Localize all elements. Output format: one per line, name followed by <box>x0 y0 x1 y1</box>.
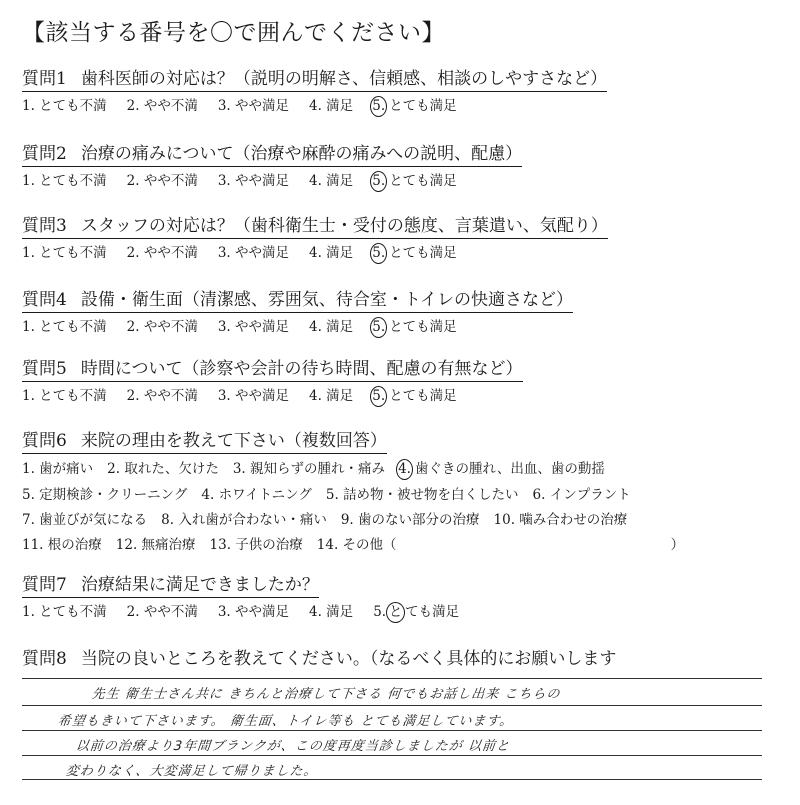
rating-options <box>22 317 782 338</box>
option-2[interactable]: 2. やや不満 <box>126 173 198 189</box>
circled-number: 5. <box>370 96 387 117</box>
question-text: 時間について（診察や会計の待ち時間、配慮の有無など） <box>80 359 523 379</box>
ruled-line <box>22 755 762 756</box>
reason-option[interactable]: 9. 歯のない部分の治療 <box>340 512 480 528</box>
reason-option[interactable]: 7. 歯並びが気になる <box>22 512 148 528</box>
instruction-heading: 【該当する番号を〇で囲んでください】 <box>22 20 445 46</box>
reason-option[interactable]: 13. 子供の治療 <box>209 537 303 553</box>
question-number: 質問5 <box>22 359 67 379</box>
rating-options <box>22 243 782 264</box>
question-number: 質問4 <box>22 290 67 310</box>
reason-option[interactable]: 8. 入れ歯が合わない・痛い <box>161 512 327 528</box>
reason-option-selected[interactable]: 4. 歯ぐきの腫れ、出血、歯の動揺 <box>399 459 605 480</box>
reason-row-4 <box>22 535 782 555</box>
option-2[interactable]: 2. やや不満 <box>126 604 198 620</box>
question-7 <box>22 574 782 623</box>
question-2 <box>22 143 782 192</box>
option-4[interactable]: 4. 満足 <box>309 604 354 620</box>
reason-option[interactable]: 3. 親知らずの腫れ・痛み <box>232 461 386 477</box>
option-1[interactable]: 1. とても不満 <box>22 245 107 261</box>
reason-row-3 <box>22 510 782 530</box>
rating-options <box>22 386 782 407</box>
reason-option[interactable]: 6. インプラント <box>532 487 631 503</box>
option-1[interactable]: 1. とても不満 <box>22 173 107 189</box>
question-number: 質問3 <box>22 216 67 236</box>
option-5-selected[interactable]: 5. と ても満足 <box>373 602 459 623</box>
circled-number: 4. <box>396 459 413 480</box>
answer-area[interactable] <box>22 678 762 798</box>
option-4[interactable]: 4. 満足 <box>309 173 354 189</box>
option-4[interactable]: 4. 満足 <box>309 319 354 335</box>
option-4[interactable]: 4. 満足 <box>309 245 354 261</box>
ruled-line <box>22 705 762 706</box>
option-2[interactable]: 2. やや不満 <box>126 245 198 261</box>
option-5-selected[interactable]: 5. とても満足 <box>373 243 457 264</box>
reason-option-other[interactable]: 14. その他（ <box>316 537 397 553</box>
option-5-selected[interactable]: 5. とても満足 <box>373 96 457 117</box>
reason-option[interactable]: 10. 噛み合わせの治療 <box>493 512 628 528</box>
question-text: 歯科医師の対応は？（説明の明解さ、信頼感、相談のしやすさなど） <box>80 69 608 89</box>
option-3[interactable]: 3. やや満足 <box>217 319 290 335</box>
handwritten-line-4: 変わりなく、大変満足して帰りました。 <box>65 764 319 779</box>
option-3[interactable]: 3. やや満足 <box>217 98 290 114</box>
question-text: 治療の痛みについて（治療や麻酔の痛みへの説明、配慮） <box>80 144 523 164</box>
circled-number: 5. <box>370 386 387 407</box>
option-5-selected[interactable]: 5. とても満足 <box>373 317 457 338</box>
circled-number: 5. <box>370 243 387 264</box>
rating-options <box>22 171 782 192</box>
question-text: 設備・衛生面（清潔感、雰囲気、待合室・トイレの快適さなど） <box>80 290 573 310</box>
option-2[interactable]: 2. やや不満 <box>126 388 198 404</box>
option-1[interactable]: 1. とても不満 <box>22 604 107 620</box>
option-5-selected[interactable]: 5. とても満足 <box>373 386 457 407</box>
question-text: 当院の良いところを教えてください。（なるべく具体的にお願いします <box>80 649 617 669</box>
question-number: 質問1 <box>22 69 67 89</box>
option-3[interactable]: 3. やや満足 <box>217 245 290 261</box>
option-1[interactable]: 1. とても不満 <box>22 319 107 335</box>
option-5-selected[interactable]: 5. とても満足 <box>373 171 457 192</box>
rating-options <box>22 602 782 623</box>
option-1[interactable]: 1. とても不満 <box>22 388 107 404</box>
question-8 <box>22 648 782 671</box>
question-1 <box>22 68 782 117</box>
question-number: 質問2 <box>22 144 67 164</box>
reason-row-1 <box>22 459 782 480</box>
handwritten-line-2: 希望もきいて下さいます。 衛生面、トイレ等も とても満足しています。 <box>57 714 515 729</box>
ruled-line <box>22 678 762 679</box>
rating-options <box>22 96 782 117</box>
reason-option[interactable]: 2. 取れた、欠けた <box>107 461 219 477</box>
option-3[interactable]: 3. やや満足 <box>217 173 290 189</box>
question-3 <box>22 215 782 264</box>
question-number: 質問6 <box>22 431 67 451</box>
option-3[interactable]: 3. やや満足 <box>217 388 290 404</box>
question-number: 質問7 <box>22 575 67 595</box>
option-1[interactable]: 1. とても不満 <box>22 98 107 114</box>
question-4 <box>22 289 782 338</box>
reason-option[interactable]: 12. 無痛治療 <box>115 537 196 553</box>
other-paren-close: ） <box>670 537 685 553</box>
question-text: 治療結果に満足できましたか？ <box>80 575 319 595</box>
reason-option[interactable]: 5. 定期検診・クリーニング <box>22 487 188 503</box>
circled-number: 5. <box>370 317 387 338</box>
circled-mark: と <box>386 602 405 623</box>
question-6 <box>22 430 782 555</box>
handwritten-line-3: 以前の治療より3年間ブランクが、この度再度当診しましたが 以前と <box>75 739 511 754</box>
circled-number: 5. <box>370 171 387 192</box>
ruled-line <box>22 779 762 780</box>
option-2[interactable]: 2. やや不満 <box>126 98 198 114</box>
option-4[interactable]: 4. 満足 <box>309 388 354 404</box>
question-number: 質問8 <box>22 649 67 669</box>
question-text: 来院の理由を教えて下さい（複数回答） <box>80 431 387 451</box>
handwritten-line-1: 先生 衛生士さん共に きちんと治療して下さる 何でもお話し出来 こちらの <box>91 687 562 702</box>
option-3[interactable]: 3. やや満足 <box>217 604 290 620</box>
reason-option[interactable]: 11. 根の治療 <box>22 537 102 553</box>
option-4[interactable]: 4. 満足 <box>309 98 354 114</box>
reason-option[interactable]: 4. ホワイトニング <box>201 487 312 503</box>
question-text: スタッフの対応は？（歯科衛生士・受付の態度、言葉遣い、気配り） <box>80 216 608 236</box>
reason-row-2 <box>22 485 782 505</box>
reason-option[interactable]: 1. 歯が痛い <box>22 461 94 477</box>
reason-option[interactable]: 5. 詰め物・被せ物を白くしたい <box>325 487 519 503</box>
ruled-line <box>22 730 762 731</box>
option-2[interactable]: 2. やや不満 <box>126 319 198 335</box>
question-5 <box>22 358 782 407</box>
